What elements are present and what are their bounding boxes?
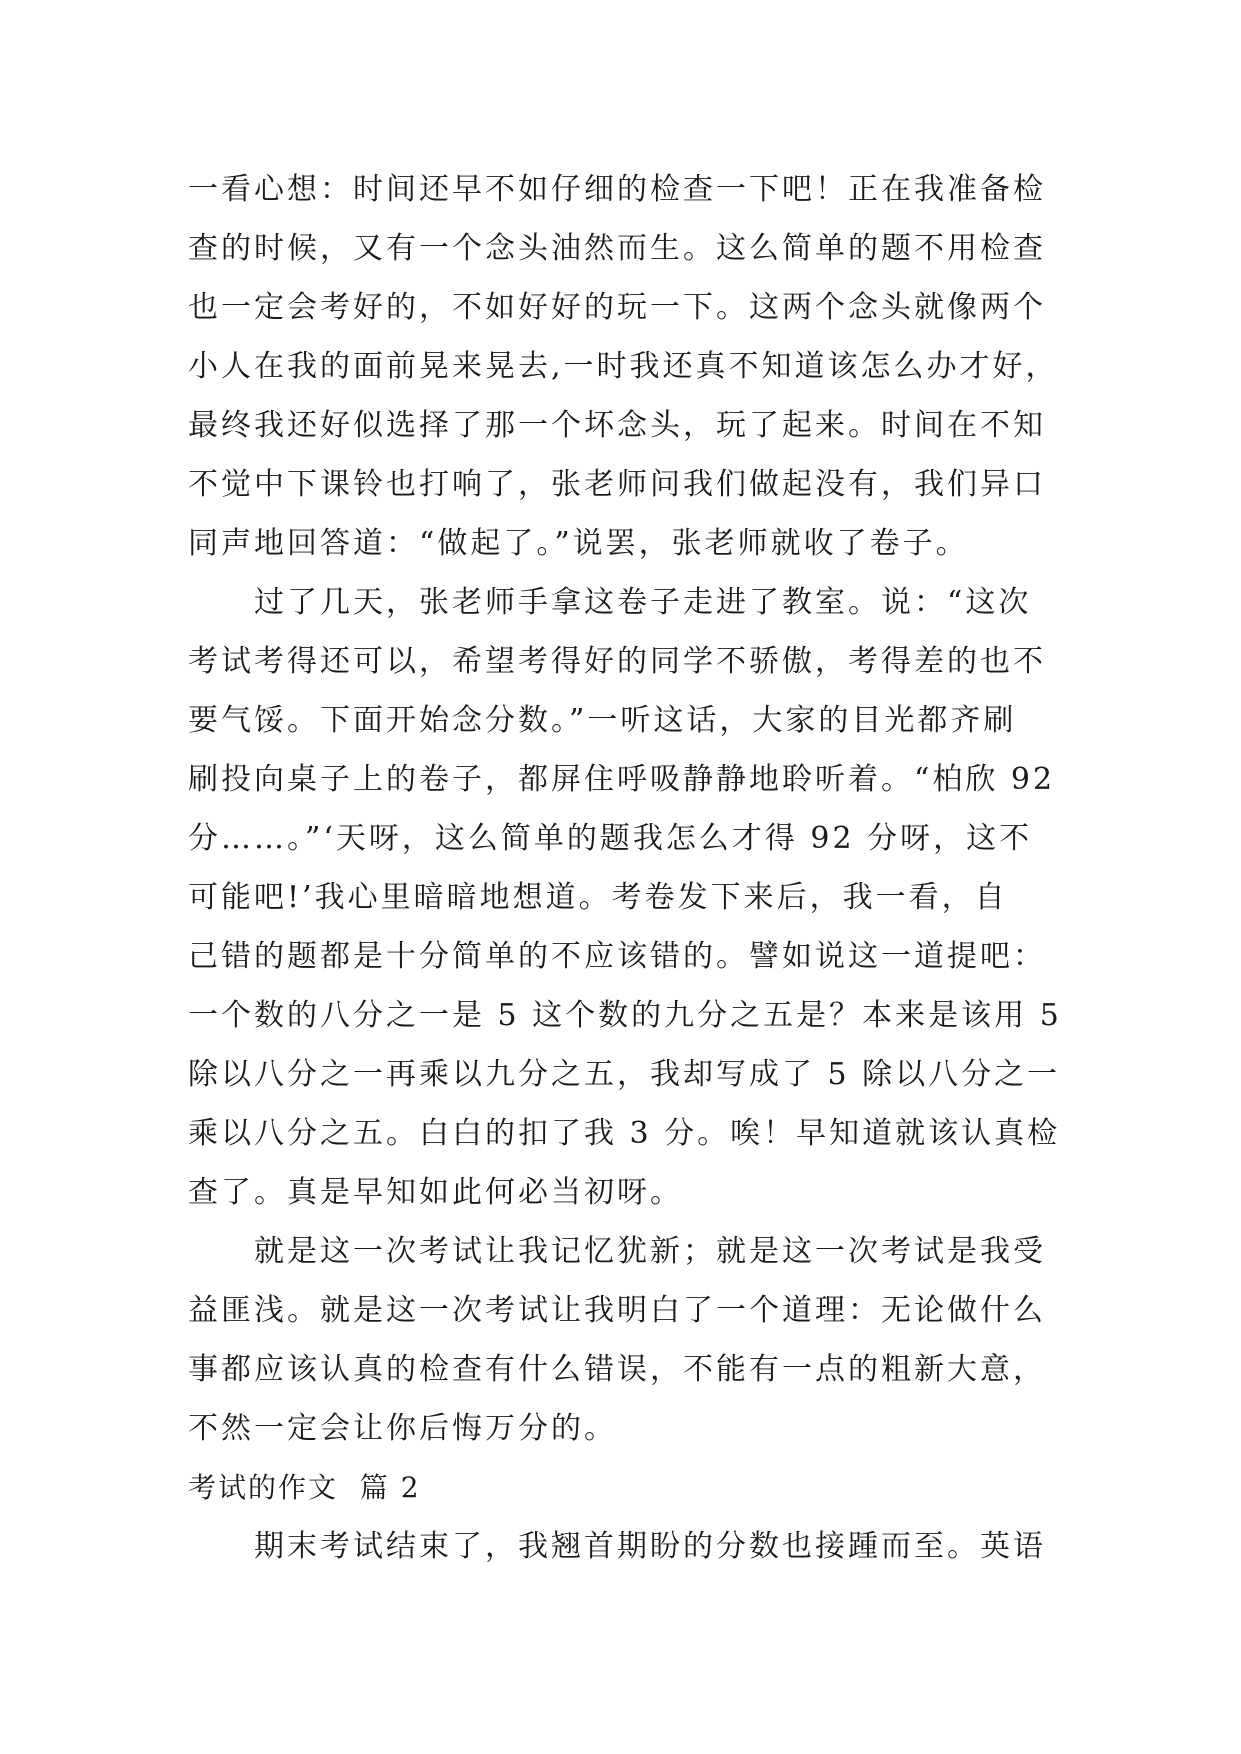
text-line: 不然一定会让你后悔万分的。 — [188, 1411, 617, 1446]
paragraph-1 — [188, 160, 1058, 573]
text-line: 过了几天，张老师手拿这卷子走进了教室。说：“这次 — [254, 585, 1032, 620]
text-line: 就是这一次考试让我记忆犹新；就是这一次考试是我受 — [254, 1234, 1046, 1269]
paragraph-4 — [188, 1517, 1058, 1576]
text-line: 一个数的八分之一是 5 这个数的九分之五是？本来是该用 5 — [188, 998, 1062, 1033]
text-line: 小人在我的面前晃来晃去,一时我还真不知道该怎么办才好， — [188, 349, 1059, 384]
text-line: 乘以八分之五。白白的扣了我 3 分。唉！早知道就该认真检 — [188, 1116, 1061, 1151]
text-line: 除以八分之一再乘以九分之五，我却写成了 5 除以八分之一 — [188, 1057, 1061, 1092]
text-line: 分……。”‘天呀，这么简单的题我怎么才得 92 分呀，这不 — [188, 821, 1033, 856]
text-line: 同声地回答道：“做起了。”说罢，张老师就收了卷子。 — [188, 526, 969, 561]
text-line: 可能吧!’我心里暗暗地想道。考卷发下来后，我一看，自 — [188, 880, 1008, 915]
text-line: 期末考试结束了，我翘首期盼的分数也接踵而至。英语 — [254, 1529, 1046, 1564]
section-heading: 考试的作文 篇 2 — [188, 1471, 421, 1504]
text-line: 一看心想：时间还早不如仔细的检查一下吧！正在我准备检 — [188, 172, 1046, 207]
text-line: 要气馁。下面开始念分数。”一听这话，大家的目光都齐刷 — [188, 703, 1017, 738]
text-line: 益匪浅。就是这一次考试让我明白了一个道理：无论做什么 — [188, 1293, 1046, 1328]
text-line: 事都应该认真的检查有什么错误，不能有一点的粗新大意， — [188, 1352, 1046, 1387]
text-line: 不觉中下课铃也打响了，张老师问我们做起没有，我们异口 — [188, 467, 1046, 502]
text-line: 最终我还好似选择了那一个坏念头，玩了起来。时间在不知 — [188, 408, 1046, 443]
text-line: 查了。真是早知如此何必当初呀。 — [188, 1175, 683, 1210]
text-line: 己错的题都是十分简单的不应该错的。譬如说这一道提吧： — [188, 939, 1046, 974]
essay-body — [188, 160, 1062, 1576]
text-line: 查的时候，又有一个念头油然而生。这么简单的题不用检查 — [188, 231, 1046, 266]
text-line: 考试考得还可以，希望考得好的同学不骄傲，考得差的也不 — [188, 644, 1046, 679]
paragraph-2 — [188, 573, 1062, 1222]
paragraph-3 — [188, 1222, 1058, 1458]
text-line: 也一定会考好的，不如好好的玩一下。这两个念头就像两个 — [188, 290, 1046, 325]
text-line: 刷投向桌子上的卷子，都屏住呼吸静静地聆听着。“柏欣 92 — [188, 762, 1056, 797]
